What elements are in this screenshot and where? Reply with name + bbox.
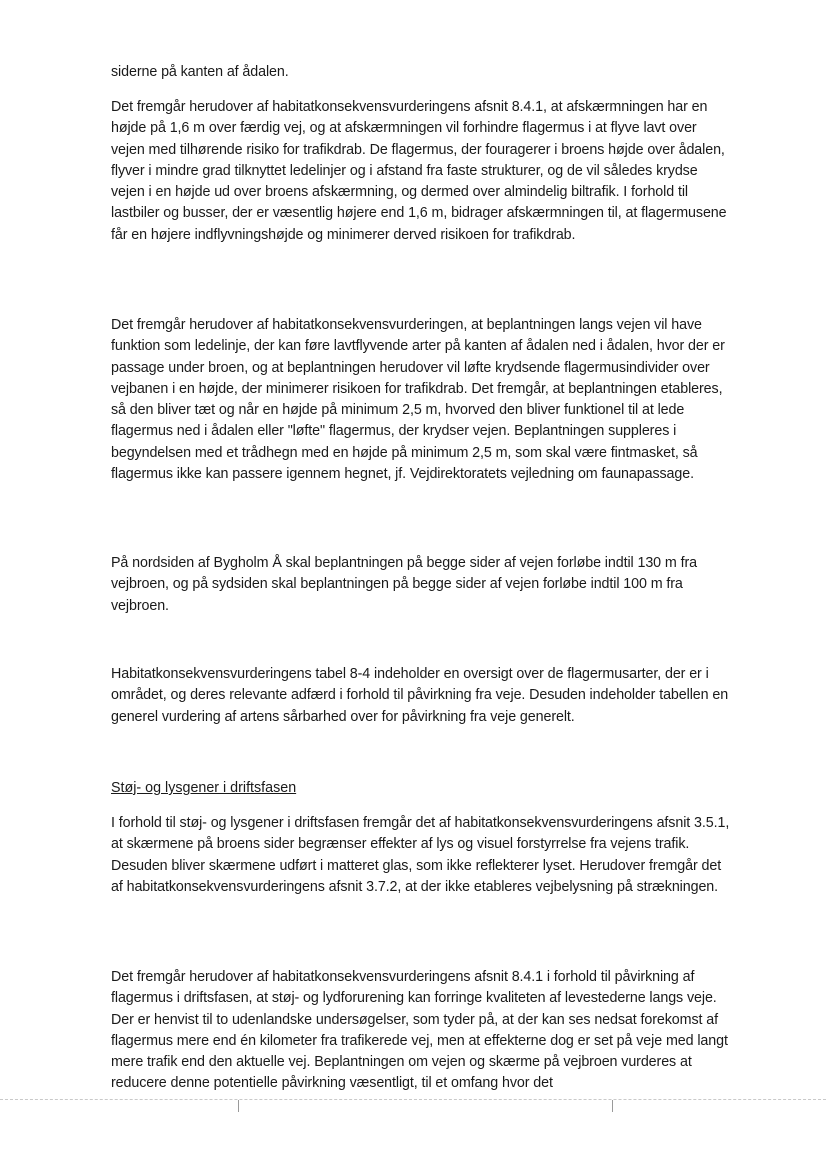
section-heading: Støj- og lysgener i driftsfasen: [111, 780, 297, 796]
paragraph-noise-light: I forhold til støj- og lysgener i driftsfasen fremgår det af habitatkonsekvensvurderingens afsnit 3.5.1, at skærmene på broens sider begrænser effekter af lys og visuel forstyrrelse fra vejens trafik. Desuden bliver skærmene udført i matteret glas, som ikke reflekterer lyset. Herudover fremgår det af habitatkonsekvensvurderingens afsnit 3.7.2, at der ikke etableres vejbelysning på strækningen.: [111, 815, 730, 895]
scan-mark: [612, 1100, 613, 1112]
paragraph-planting-guideline: Det fremgår herudover af habitatkonsekvensvurderingen, at beplantningen langs vejen vil have funktion som ledelinje, der kan føre lavtflyvende arter på kanten af ådalen ned i ådalen, hvor der er passage under broen, og at beplantningen herudover vil løfte krydsende flagermusindivider over vejbanen i en højde, der minimerer risikoen for trafikdrab. Det fremgår, at beplantningen etableres, så den bliver tæt og når en højde på minimum 2,5 m, hvorved den bliver funktionel til at lede flagermus ned i ådalen eller "løfte" flagermus, der krydser vejen. Beplantningen suppleres i begyndelsen med et trådhegn med en højde på minimum 2,5 m, som skal være fintmasket, så flagermus ikke kan passere igennem hegnet, jf. Vejdirektoratets vejledning om faunapassage.: [111, 317, 725, 483]
scan-mark: [238, 1100, 239, 1112]
scan-fold-line: [0, 1099, 826, 1100]
paragraph-screening-height: Det fremgår herudover af habitatkonsekvensvurderingens afsnit 8.4.1, at afskærmningen har en højde på 1,6 m over færdig vej, og at afskærmningen vil forhindre flagermus i at flyve lavt over vejen med tilhørende risiko for trafikdrab. De flagermus, der fouragerer i broens højde over ådalen, flyver i mindre grad tilknyttet ledelinjer og i afstand fra faste strukturer, og de vil således krydse vejen i en højde ud over broens afskærmning, og dermed over almindelig biltrafik. I forhold til lastbiler og busser, der er væsentlig højere end 1,6 m, bidrager afskærmningen til, at flagermusene får en højere indflyvningshøjde og minimerer derved risikoen for trafikdrab.: [111, 99, 727, 243]
paragraph-table-8-4: Habitatkonsekvensvurderingens tabel 8-4 indeholder en oversigt over de flagermusarter, der er i området, og deres relevante adfærd i forhold til påvirkning fra veje. Desuden indeholder tabellen en generel vurdering af artens sårbarhed over for påvirkning fra veje generelt.: [111, 666, 729, 725]
paragraph-continuation: siderne på kanten af ådalen.: [111, 64, 289, 80]
paragraph-noise-pollution: Det fremgår herudover af habitatkonsekvensvurderingens afsnit 8.4.1 i forhold til påvirkning af flagermus i driftsfasen, at støj- og lydforurening kan forringe kvaliteten af levestederne langs veje. Der er henvist til to udenlandske undersøgelser, som tyder på, at der kan ses nedsat forekomst af flagermus mere end én kilometer fra trafikerede vej, men at effekterne dog er set på veje med langt mere trafik end den aktuelle vej. Beplantningen om vejen og skærme på vejbroen vurderes at reducere denne potentielle påvirkning væsentligt, til et omfang hvor det: [111, 969, 728, 1092]
paragraph-planting-extent: På nordsiden af Bygholm Å skal beplantningen på begge sider af vejen forløbe indtil 130 m fra vejbroen, og på sydsiden skal beplantningen på begge sider af vejen forløbe indtil 100 m fra vejbroen.: [111, 555, 697, 614]
